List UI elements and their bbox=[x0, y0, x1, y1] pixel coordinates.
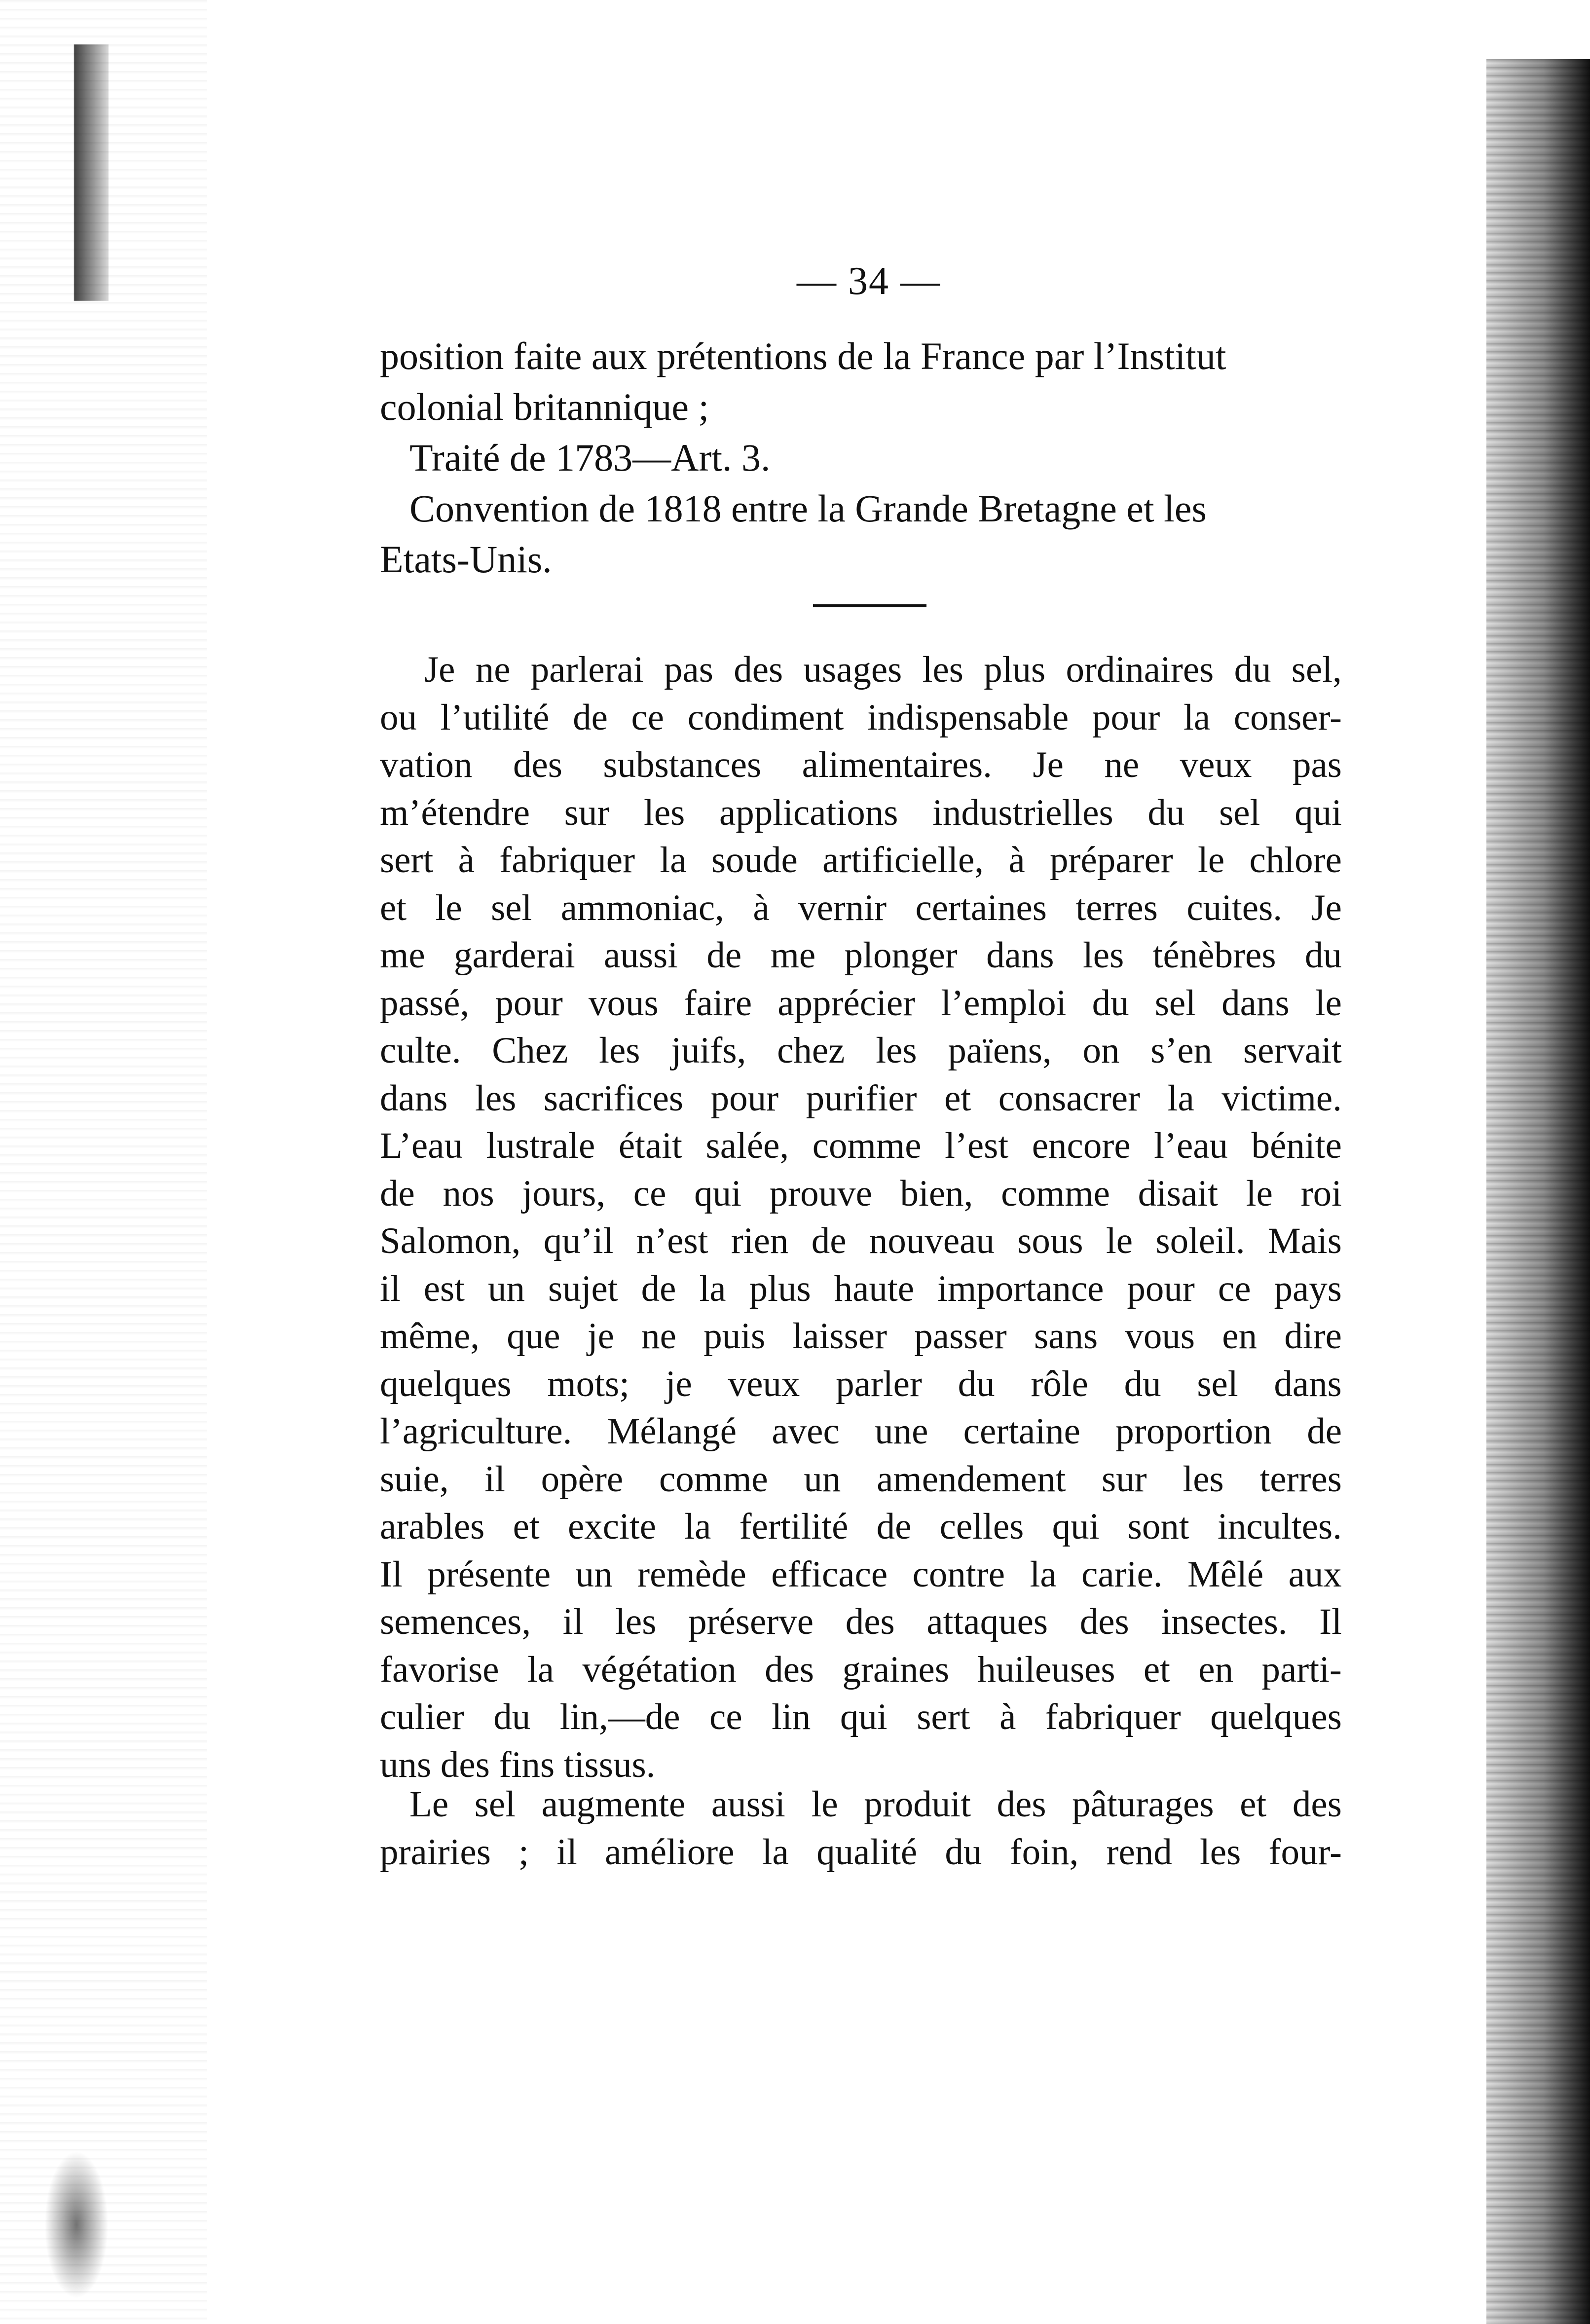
citation-line: Convention de 1818 entre la Grande Bretagne et les bbox=[409, 487, 1207, 530]
section-divider bbox=[813, 604, 926, 607]
text-line: favorise la végétation des graines huileuses et en parti- bbox=[380, 1649, 1342, 1690]
text-line: me garderai aussi de me plonger dans les ténèbres du bbox=[380, 935, 1342, 976]
paragraph-2 bbox=[380, 1781, 1342, 1876]
text-line: uns des fins tissus. bbox=[380, 1744, 656, 1785]
text-line: prairies ; il améliore la qualité du foin, rend les four- bbox=[380, 1831, 1342, 1873]
text-line: quelques mots; je veux parler du rôle du sel dans bbox=[380, 1363, 1342, 1404]
paragraph-1 bbox=[380, 646, 1342, 1789]
text-line: culier du lin,—de ce lin qui sert à fabriquer quelques bbox=[380, 1697, 1342, 1737]
text-line: vation des substances alimentaires. Je ne veux pas bbox=[380, 744, 1342, 785]
text-line: ou l’utilité de ce condiment indispensable pour la conser- bbox=[380, 697, 1342, 738]
text-line: L’eau lustrale était salée, comme l’est encore l’eau bénite bbox=[380, 1125, 1342, 1166]
text-line: m’étendre sur les applications industrielles du sel qui bbox=[380, 792, 1342, 833]
text-line: de nos jours, ce qui prouve bien, comme disait le roi bbox=[380, 1173, 1342, 1214]
citation-line: position faite aux prétentions de la France par l’Institut bbox=[380, 334, 1226, 377]
text-line: même, que je ne puis laisser passer sans vous en dire bbox=[380, 1316, 1342, 1357]
citation-line: Etats-Unis. bbox=[380, 538, 552, 581]
citation-line: Traité de 1783—Art. 3. bbox=[409, 436, 771, 479]
page-number: — 34 — bbox=[797, 259, 941, 303]
scan-edge-left-bottom bbox=[44, 2151, 109, 2299]
text-line: semences, il les préserve des attaques des insectes. Il bbox=[380, 1601, 1342, 1642]
text-line: et le sel ammoniac, à vernir certaines terres cuites. Je bbox=[380, 887, 1342, 928]
text-line: suie, il opère comme un amendement sur les terres bbox=[380, 1458, 1342, 1500]
text-line: Le sel augmente aussi le produit des pâturages et des bbox=[409, 1784, 1342, 1825]
citation-line: colonial britannique ; bbox=[380, 385, 709, 428]
text-line: culte. Chez les juifs, chez les païens, on s’en servait bbox=[380, 1030, 1342, 1071]
scan-edge-left-strip bbox=[74, 44, 109, 301]
text-line: Il présente un remède efficace contre la carie. Mêlé aux bbox=[380, 1553, 1342, 1595]
text-line: sert à fabriquer la soude artificielle, à préparer le chlore bbox=[380, 840, 1342, 881]
text-line: dans les sacrifices pour purifier et consacrer la victime. bbox=[380, 1077, 1342, 1119]
text-line: Je ne parlerai pas des usages les plus ordinaires du sel, bbox=[424, 649, 1342, 690]
text-line: il est un sujet de la plus haute importance pour ce pays bbox=[380, 1268, 1342, 1309]
citation-block bbox=[380, 331, 1342, 585]
scan-edge-right bbox=[1486, 59, 1590, 2324]
scan-edge-left bbox=[0, 0, 207, 2324]
text-line: arables et excite la fertilité de celles qui sont incultes. bbox=[380, 1506, 1342, 1547]
text-line: l’agriculture. Mélangé avec une certaine proportion de bbox=[380, 1411, 1342, 1452]
text-line: Salomon, qu’il n’est rien de nouveau sous le soleil. Mais bbox=[380, 1220, 1342, 1261]
text-line: passé, pour vous faire apprécier l’emploi du sel dans le bbox=[380, 982, 1342, 1024]
